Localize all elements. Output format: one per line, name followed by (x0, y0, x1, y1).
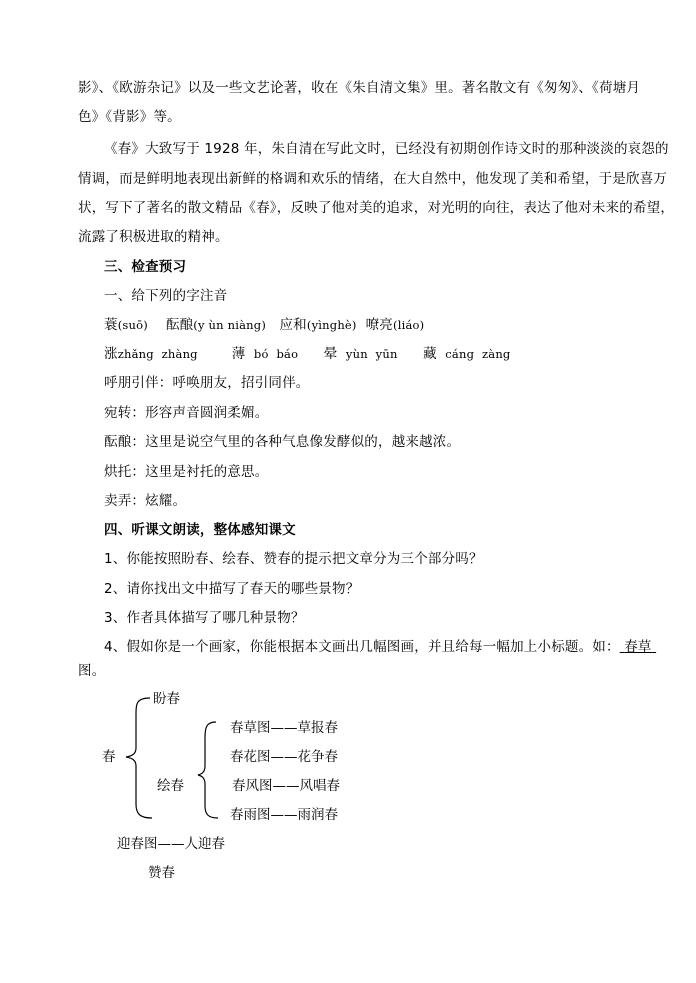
word: 应和 (279, 317, 307, 333)
question-text: 4、假如你是一个画家，你能根据本文画出几幅图画，并且给每一幅加上小标题。如： (104, 639, 620, 655)
paragraph-line: 影》、《欧游杂记》以及一些文艺论著，收在《朱自清文集》里。著名散文有《匆匆》、《荷塘月 (78, 80, 641, 96)
pinyin: (suō) (117, 318, 148, 332)
definition: 烘托：这里是衬托的意思。 (104, 464, 269, 480)
definition: 酝酿：这里是说空气里的各种气息像发酵似的，越来越浓。 (104, 434, 461, 450)
question: 3、作者具体描写了哪几种景物？ (104, 610, 305, 626)
paragraph-line: 流露了积极进取的精神。 (78, 229, 229, 245)
part-brace (198, 722, 218, 818)
question-continuation: 图。 (78, 663, 106, 679)
diagram-item: 春风图——风唱春 (232, 778, 340, 794)
pinyin: (y ùn niàng) (193, 318, 266, 332)
root-brace (126, 698, 152, 818)
diagram-item: 春花图——花争春 (230, 749, 338, 765)
word: 蓑 (104, 317, 118, 333)
definition: 宛转：形容声音圆润柔媚。 (104, 405, 269, 421)
pinyin: (liáo) (393, 318, 425, 332)
paragraph-line: 状，写下了著名的散文精品《春》，反映了他对美的追求，对光明的向往，表达了他对未来的希望， (78, 200, 675, 216)
diagram-part: 盼春 (153, 691, 180, 707)
question: 1、你能按照盼春、绘春、赞春的提示把文章分为三个部分吗？ (104, 551, 483, 567)
answer-blank: 春草 (624, 639, 652, 655)
diagram-item: 春雨图——雨润春 (230, 807, 338, 823)
paragraph-line: 情调，而是鲜明地表现出新鲜的格调和欢乐的情绪，在大自然中，他发现了美和希望，于是欣喜万 (78, 171, 668, 187)
pinyin: bó báo (253, 347, 299, 361)
word: 嘹亮 (365, 317, 394, 333)
section-heading: 三、检查预习 (104, 259, 187, 275)
diagram-item: 春草图——草报春 (230, 720, 338, 736)
definition: 卖弄：炫耀。 (104, 493, 187, 509)
question: 2、请你找出文中描写了春天的哪些景物？ (104, 581, 360, 597)
diagram-item: 迎春图——人迎春 (117, 836, 225, 852)
pinyin: (yìnghè) (306, 318, 357, 332)
word: 晕 (323, 346, 338, 362)
word: 藏 (423, 346, 437, 362)
diagram-root: 春 (102, 749, 116, 765)
word: 涨 (104, 346, 118, 362)
word: 薄 (231, 346, 246, 362)
diagram-part: 赞春 (148, 865, 175, 881)
pinyin: zhǎng zhàng (117, 347, 198, 361)
pinyin: cáng zàng (445, 347, 511, 361)
pinyin: yùn yūn (345, 347, 398, 361)
definition: 呼朋引伴：呼唤朋友，招引同伴。 (104, 375, 310, 391)
word: 酝酿 (165, 317, 194, 333)
diagram-part: 绘春 (157, 778, 184, 794)
paragraph-line: 《春》大致写于 1928 年，朱自清在写此文时，已经没有初期创作诗文时的那种淡淡的哀怨的 (104, 141, 669, 157)
sub-heading: 一、给下列的字注音 (104, 288, 228, 304)
paragraph-line: 色》《背影》等。 (78, 109, 181, 125)
section-heading: 四、听课文朗读，整体感知课文 (104, 522, 296, 538)
